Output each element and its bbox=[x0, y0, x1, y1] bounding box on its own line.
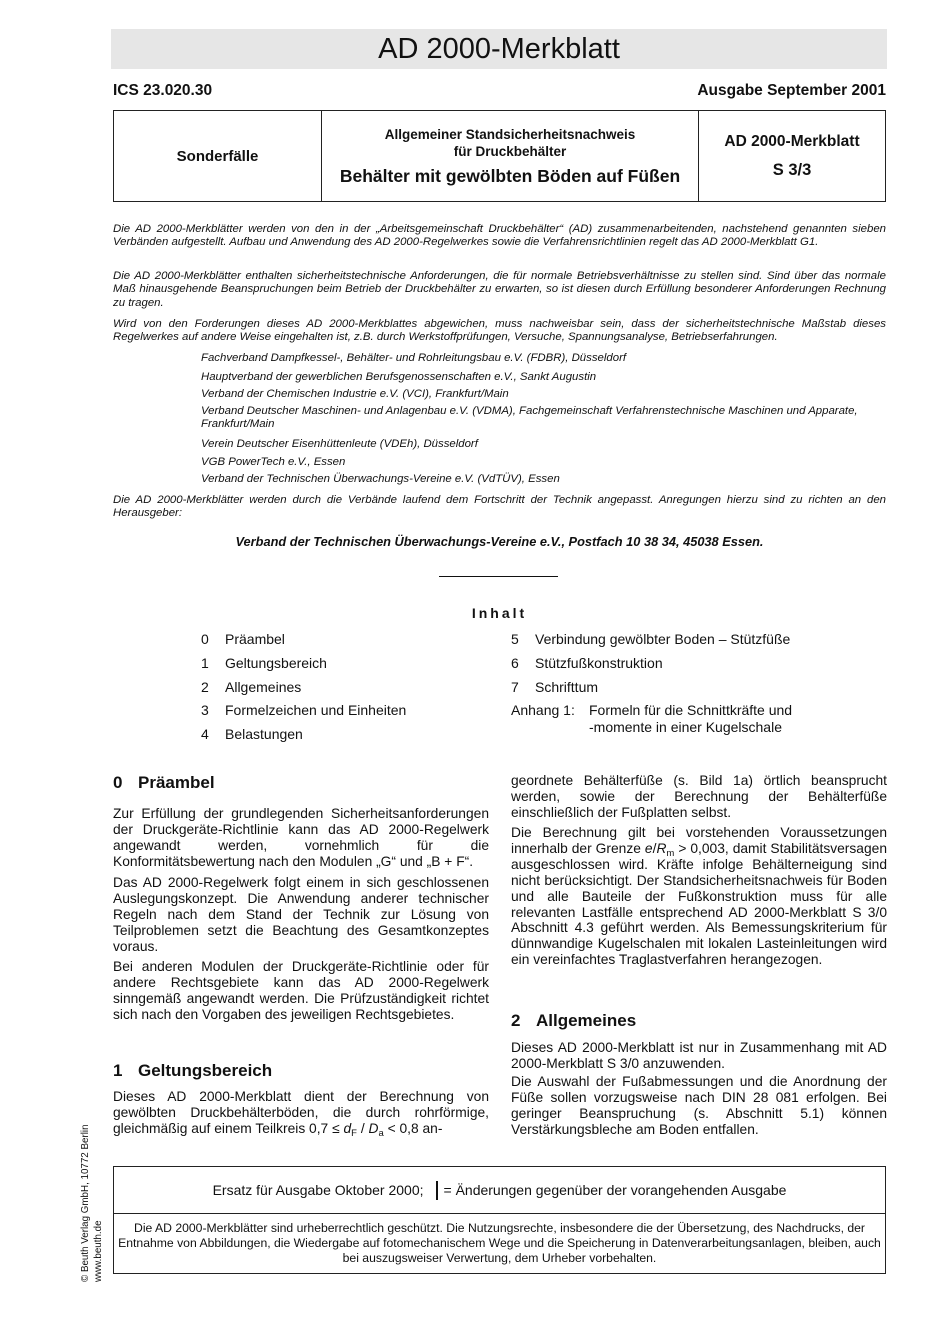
changes-note: = Änderungen gegenüber der vorangehenden Ausgabe bbox=[443, 1182, 787, 1198]
toc-label: Schrifttum bbox=[535, 679, 599, 695]
toc-number: 3 bbox=[201, 702, 209, 718]
copyright-box: Die AD 2000-Merkblätter sind urheberrechtlich geschützt. Die Nutzungsrechte, insbesondere die der Übersetzung, des Nachdrucks, der Entnahme von Abbildungen, die Wiedergabe auf fotomechanischem Wege und die Speicherung in Datenverarbeitungsanlagen, bleiben, auch bei auszugsweiser Verwertung, dem Urheber vorbehalten. bbox=[113, 1214, 886, 1274]
p1-end-lead: < 0,8 an- bbox=[383, 1120, 443, 1136]
toc-annex-line-1: Formeln für die Schnittkräfte und bbox=[589, 702, 793, 718]
doc-id-cell bbox=[699, 111, 885, 201]
toc-annex-label: Anhang 1: bbox=[511, 702, 575, 718]
title-cell bbox=[322, 111, 699, 201]
toc-title: Inhalt bbox=[471, 605, 528, 621]
toc-number: 4 bbox=[201, 726, 209, 742]
association-item: Verein Deutscher Eisenhüttenleute (VDEh), Düsseldorf bbox=[201, 438, 478, 450]
association-item: Fachverband Dampfkessel-, Behälter- und Rohrleitungsbau e.V. (FDBR), Düsseldorf bbox=[201, 352, 627, 364]
replacement-note: Ersatz für Ausgabe Oktober 2000; bbox=[212, 1182, 424, 1198]
issue-date: Ausgabe September 2001 bbox=[697, 82, 886, 99]
toc-number: 6 bbox=[511, 655, 519, 671]
subscript-f: F bbox=[351, 1127, 357, 1139]
section-1-paragraph-1-cont: geordnete Behälterfüße (s. Bild 1a) örtlich beansprucht werden, sowie der Berechnung der Behälterfüße einschließlich der Fußplatten selbst. bbox=[511, 773, 887, 820]
subtitle-line-1: Allgemeiner Standsicherheitsnachweis bbox=[384, 126, 636, 142]
text-run: Dieses AD 2000-Merkblatt dient der Berechnung von gewölbten Druckbehälterböden, die durch rohrförmige, gleichmäßig auf einem Teilkreis 0,7 ≤ bbox=[113, 1089, 489, 1136]
toc-entry bbox=[201, 725, 303, 743]
intro-paragraph-4: Die AD 2000-Merkblätter werden durch die Verbände laufend dem Fortschritt der Technik angepasst. Anregungen hierzu sind zu richten an den Herausgeber: bbox=[113, 494, 886, 520]
toc-label: Belastungen bbox=[225, 726, 303, 742]
publisher-url: www.beuth.de bbox=[93, 1220, 104, 1282]
toc-entry bbox=[511, 678, 598, 696]
ics-code: ICS 23.020.30 bbox=[113, 82, 213, 99]
association-item: Hauptverband der gewerblichen Berufsgenossenschaften e.V., Sankt Augustin bbox=[201, 371, 597, 383]
section-title: Allgemeines bbox=[536, 1011, 637, 1030]
banner-title: AD 2000-Merkblatt bbox=[111, 29, 887, 69]
toc-entry bbox=[201, 654, 327, 672]
subscript-a: a bbox=[378, 1127, 384, 1139]
change-bar-icon bbox=[436, 1181, 438, 1200]
symbol-e: e bbox=[644, 840, 653, 856]
text-run: > 0,003, damit Stabilitätsversagen ausgeschlossen wird. Kräfte infolge Behälterneigung sind nicht berücksichtigt. Der Standsicherheitsnachweis für Boden und alle Bauteile der Fußkonstruktion muss für alle relevanten Lastfälle entsprechend AD 2000-Merkblatt S 3/0 Abschnitt 4.3 geführt werden. Als Bemessungskriterium für dünnwandige Kugelschalen mit lokalen Lasteinleitungen wird ein vereinfachtes Traglastverfahren herangezogen. bbox=[511, 840, 887, 968]
publisher-address: Verband der Technischen Überwachungs-Vereine e.V., Postfach 10 38 34, 45038 Essen. bbox=[235, 534, 764, 549]
symbol-r: R bbox=[656, 840, 667, 856]
association-item: VGB PowerTech e.V., Essen bbox=[201, 456, 346, 468]
toc-number: 2 bbox=[201, 679, 209, 695]
section-2-paragraph-2: Die Auswahl der Fußabmessungen und die Anordnung der Füße sollen vorzugsweise nach DIN 28 081 erfolgen. Bei geringer Beanspruchung (s. Abschnitt 5.1) können Verstärkungsbleche am Boden entfallen. bbox=[511, 1074, 887, 1137]
toc-number: 7 bbox=[511, 679, 519, 695]
section-number: 1 bbox=[113, 1061, 123, 1080]
section-1-heading bbox=[113, 1061, 489, 1081]
toc-label: Verbindung gewölbter Boden – Stützfüße bbox=[535, 631, 791, 647]
toc-label: Stützfußkonstruktion bbox=[535, 655, 663, 671]
association-item: Verband Deutscher Maschinen- und Anlagenbau e.V. (VDMA), Fachgemeinschaft Verfahrenstechnische Maschinen und Apparate, Frankfurt/Main bbox=[201, 405, 858, 431]
section-0-paragraph-2: Das AD 2000-Regelwerk folgt einem in sich geschlossenen Auslegungskonzept. Die Anwendung anderer technischer Regeln nach dem Stand der Technik zur Lösung von Teilproblemen setzt die Beachtung des Gesamtkonzeptes voraus. bbox=[113, 875, 489, 954]
toc-number: 5 bbox=[511, 631, 519, 647]
divider bbox=[439, 576, 558, 577]
intro-paragraph-3: Wird von den Forderungen dieses AD 2000-Merkblattes abgewichen, muss nachweisbar sein, dass der sicherheitstechnische Maßstab dieses Regelwerkes auf andere Weise eingehalten ist, z.B. durch Werkstoffprüfungen, Versuche, Spannungsanalyse, Betriebserfahrungen. bbox=[113, 318, 886, 344]
section-2-heading bbox=[511, 1011, 887, 1031]
toc-number: 0 bbox=[201, 631, 209, 647]
section-title: Präambel bbox=[138, 773, 215, 792]
section-0-heading bbox=[113, 773, 489, 793]
toc-label: Präambel bbox=[225, 631, 285, 647]
text-run: Die Berechnung gilt bei vorstehenden Voraussetzungen innerhalb der Grenze bbox=[511, 825, 887, 856]
toc-entry bbox=[201, 678, 301, 696]
header-table bbox=[113, 110, 886, 202]
document-title: Behälter mit gewölbten Böden auf Füßen bbox=[339, 165, 681, 186]
section-title: Geltungsbereich bbox=[138, 1061, 273, 1080]
slash: / bbox=[356, 1120, 369, 1136]
symbol-d-outer: D bbox=[368, 1120, 379, 1136]
category: Sonderfälle bbox=[114, 111, 322, 201]
section-0-paragraph-1: Zur Erfüllung der grundlegenden Sicherheitsanforderungen der Druckgeräte-Richtlinie kann das AD 2000-Regelwerk angewandt werden, vornehmlich für die Konformitätsbewertung nach den Modulen „G“ und „B + F“. bbox=[113, 806, 489, 869]
publisher-note: © Beuth Verlag GmbH, 10772 Berlin bbox=[80, 1124, 91, 1282]
toc-entry bbox=[511, 654, 663, 672]
toc-number: 1 bbox=[201, 655, 209, 671]
section-0-paragraph-3: Bei anderen Modulen der Druckgeräte-Richtlinie oder für andere Rechtsgebiete kann das AD 2000-Regelwerk sinngemäß angewandt werden. Die Prüfzuständigkeit richtet sich nach den Vorgaben des jeweiligen Rechtsgebietes. bbox=[113, 959, 489, 1022]
section-1-paragraph-1-start bbox=[113, 1089, 489, 1137]
intro-paragraph-1: Die AD 2000-Merkblätter werden von den in der „Arbeitsgemeinschaft Druckbehälter“ (AD) zusammenarbeitenden, nachstehend genannten sieben Verbänden aufgestellt. Aufbau und Anwendung des AD 2000-Regelwerkes sowie die Verfahrensrichtlinien regelt das AD 2000-Merkblatt G1. bbox=[113, 223, 886, 249]
intro-paragraph-2: Die AD 2000-Merkblätter enthalten sicherheitstechnische Anforderungen, die für normale Betriebsverhältnisse zu stellen sind. Sind über das normale Maß hinausgehende Beanspruchungen beim Betrieb der Druckbehälter zu erwarten, so ist diesen durch Erfüllung besonderer Anforderungen Rechnung zu tragen. bbox=[113, 270, 886, 309]
subscript-m: m bbox=[666, 847, 675, 859]
toc-entry bbox=[511, 630, 790, 648]
section-2-paragraph-1: Dieses AD 2000-Merkblatt ist nur in Zusammenhang mit AD 2000-Merkblatt S 3/0 anzuwenden. bbox=[511, 1040, 887, 1071]
section-number: 2 bbox=[511, 1011, 521, 1030]
toc-annex-line-2: -momente in einer Kugelschale bbox=[589, 719, 782, 735]
toc-label: Allgemeines bbox=[225, 679, 302, 695]
doc-number: S 3/3 bbox=[772, 160, 812, 179]
toc-label: Formelzeichen und Einheiten bbox=[225, 702, 407, 718]
replacement-box bbox=[113, 1166, 886, 1214]
section-number: 0 bbox=[113, 773, 123, 792]
subtitle-line-2: für Druckbehälter bbox=[453, 143, 567, 159]
toc-entry bbox=[201, 701, 406, 719]
toc-label: Geltungsbereich bbox=[225, 655, 327, 671]
association-item: Verband der Technischen Überwachungs-Vereine e.V. (VdTÜV), Essen bbox=[201, 473, 560, 485]
doc-type: AD 2000-Merkblatt bbox=[724, 132, 860, 150]
section-1-paragraph-2: Die Berechnung gilt bei vorstehenden Voraussetzungen innerhalb der Grenze $e/R_m > 0,003$, damit Stabilitätsversagen ausgeschlossen wird. Kräfte infolge Behälterneigung sind nicht berücksichtigt. Der Standsicherheitsnachweis für Boden und alle Bauteile der Fußkonstruktion muss für alle relevanten Lastfälle entsprechend AD 2000-Merkblatt S 3/0 Abschnitt 4.3 geführt werden. Als Bemessungskriterium für dünnwandige Kugelschalen mit lokalen Lasteinleitungen wird ein vereinfachtes Traglastverfahren herangezogen. bbox=[511, 825, 887, 968]
toc-entry bbox=[201, 630, 285, 648]
symbol-d: d bbox=[343, 1120, 352, 1136]
association-item: Verband der Chemischen Industrie e.V. (VCI), Frankfurt/Main bbox=[201, 388, 509, 400]
